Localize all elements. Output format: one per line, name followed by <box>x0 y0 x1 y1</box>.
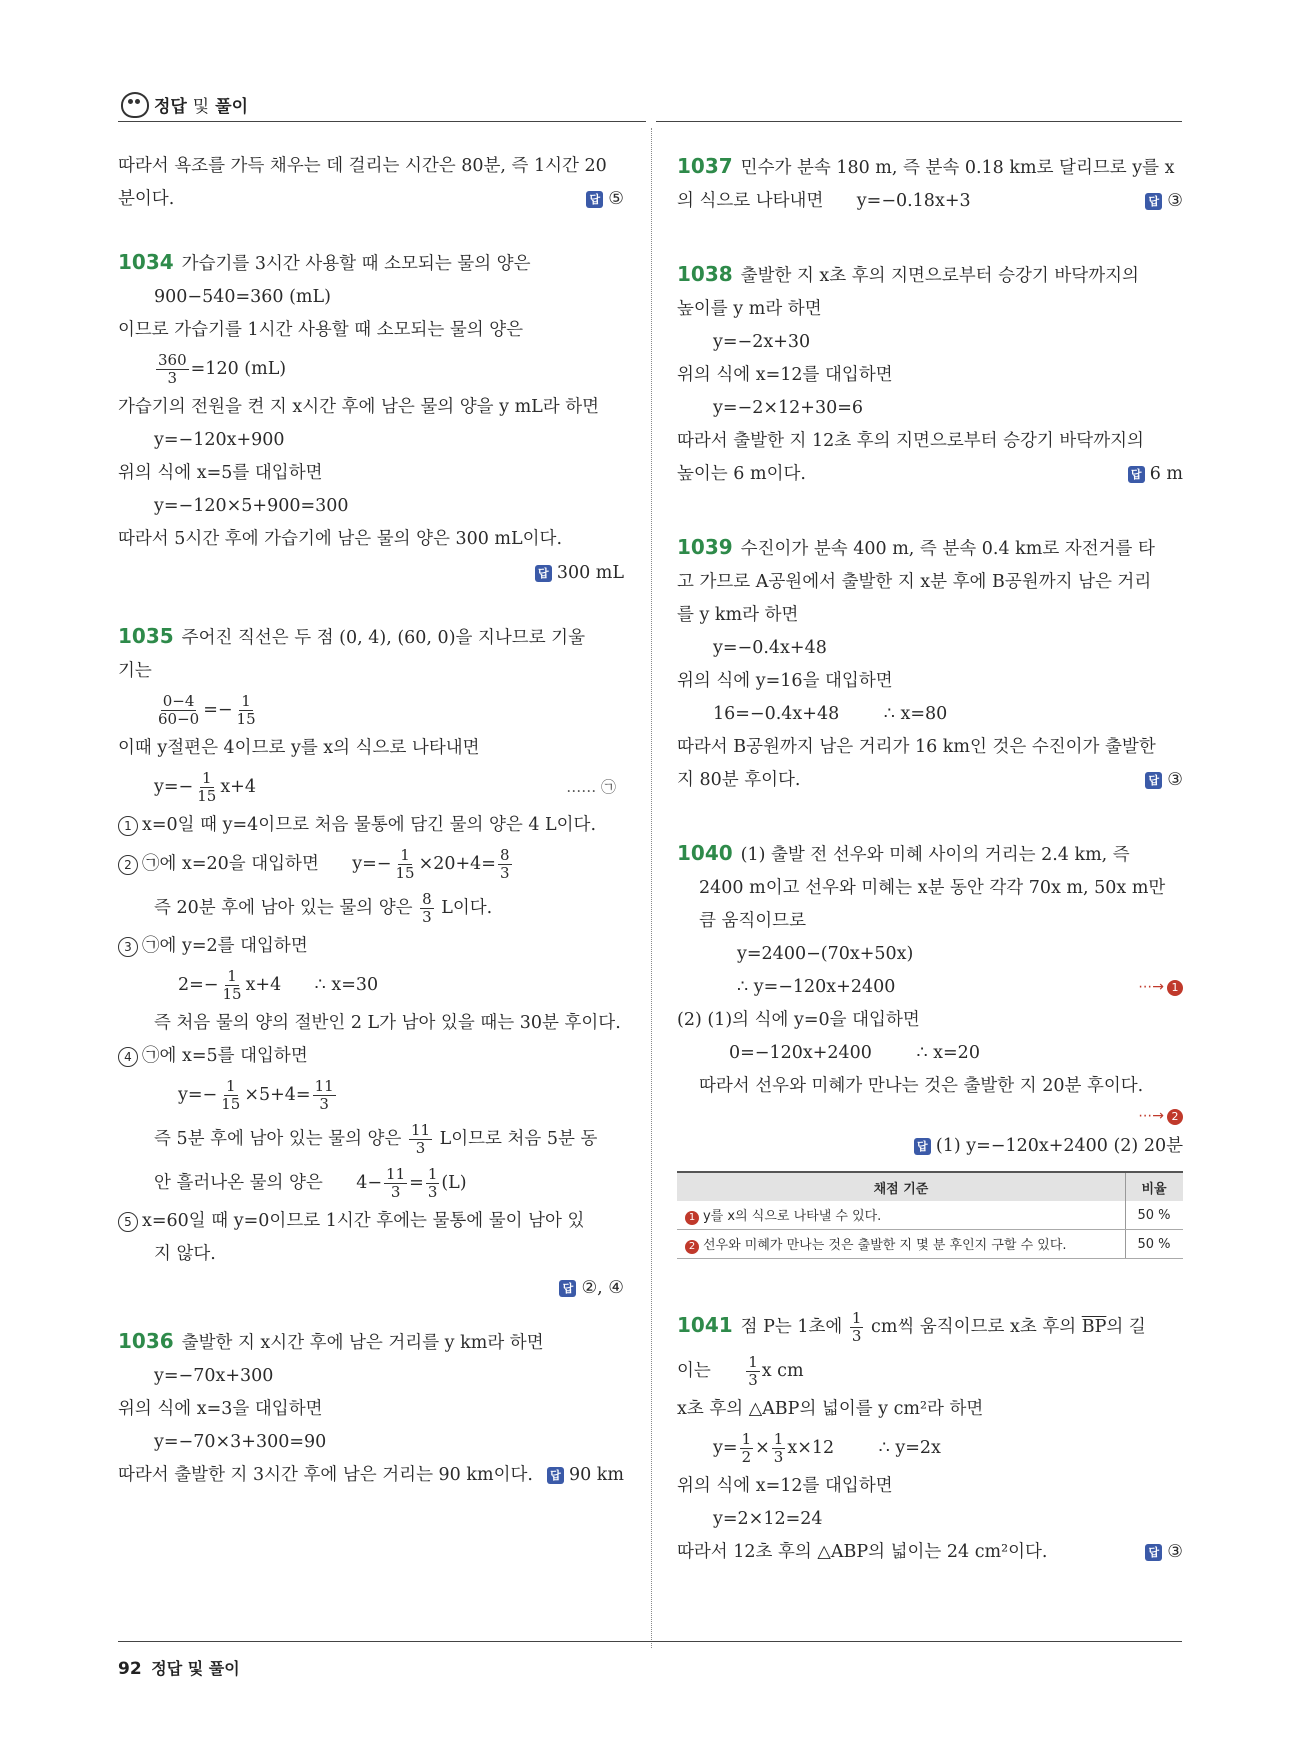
option-2: 2 ㉠에 x=20을 대입하면 y=− $\frac{1}{15}$ ×20+4= $\frac{8}{3}$ <box>118 842 624 886</box>
text-line: y= $\frac{1}{2}$ × $\frac{1}{3}$ x×12 ∴ y=2x <box>713 1430 941 1466</box>
answer-icon: 답 <box>547 1467 564 1484</box>
text-line: y=−120×5+900=300 <box>154 496 349 516</box>
page-footer <box>118 1656 240 1679</box>
header-title: 정답 및 풀이 <box>154 96 248 117</box>
text-line: 안 흘러나온 물의 양은 4− $\frac{11}{3}$ = $\frac{1}{3}$ (L) <box>154 1165 467 1201</box>
text-line: 큼 움직이므로 <box>699 911 806 931</box>
text-line: y=−0.4x+48 <box>713 638 827 658</box>
page-number: 92 <box>118 1659 142 1679</box>
text-line: 위의 식에 y=16을 대입하면 <box>677 671 893 691</box>
option-3: 3 ㉠에 y=2를 대입하면 <box>118 930 624 963</box>
text-line: 가습기의 전원을 켠 지 x시간 후에 남은 물의 양을 y mL라 하면 <box>118 397 600 417</box>
text-line: 2400 m이고 선우와 미혜는 x분 동안 각각 70x m, 50x m만 <box>699 878 1166 898</box>
solution-1036: 1036 출발한 지 x시간 후에 남은 거리를 y km라 하면 y=−70x+300 위의 식에 x=3을 대입하면 y=−70×3+300=90 따라서 출발한 지 3시간 후에 남은 거리는 90 km이다. 답 90 km <box>118 1325 624 1492</box>
problem-number: 1041 <box>677 1313 733 1337</box>
text-line: 16=−0.4x+48 ∴ x=80 <box>713 704 948 724</box>
footer-label: 정답 및 풀이 <box>151 1659 240 1678</box>
text-line: 따라서 선우와 미혜가 만나는 것은 출발한 지 20분 후이다. <box>699 1076 1144 1096</box>
text-line: 따라서 5시간 후에 가습기에 남은 물의 양은 300 mL이다. <box>118 529 563 549</box>
answer-badge: 답 ⑤ <box>586 183 624 216</box>
answer-badge: 답 ③ <box>1145 1536 1183 1569</box>
solution-1039: 1039 수진이가 분속 400 m, 즉 분속 0.4 km로 자전거를 타 고 가므로 A공원에서 출발한 지 x분 후에 B공원까지 남은 거리 를 y km라 하면 y=−0.4x+48 위의 식에 y=16을 대입하면 16=−0.4x+48 ∴ x=80 따라서 B공원까지 남은 거리가 16 km인 것은 수진이가 출발한 지 80분 후이다. 답 ③ <box>677 531 1183 797</box>
text-line: 분이다. 답 ⑤ <box>118 183 624 216</box>
problem-number: 1034 <box>118 250 174 274</box>
equation-1: y=− $\frac{1}{15}$ x+4 …… ㉠ <box>154 769 616 805</box>
bottom-rule <box>118 1641 1182 1642</box>
text-line: 2=− $\frac{1}{15}$ x+4 ∴ x=30 <box>178 967 379 1003</box>
problem-number: 1040 <box>677 841 733 865</box>
answer-badge: 답 6 m <box>1128 458 1183 491</box>
solution-1040: 1040 (1) 출발 전 선우와 미혜 사이의 거리는 2.4 km, 즉 2400 m이고 선우와 미혜는 x분 동안 각각 70x m, 50x m만 큼 움직이므로 y=2400−(70x+50x) ∴ y=−120x+2400 ⋯→ 1 (2) (1)의 식에 y=0을 대입하면 0=−120x+2400 ∴ x=20 따라서 선우와 미혜가 만나는 것은 출발한 지 20분 후이다. ⋯→ 2 답 (1) y=−120x+2400 (2) 20분 채점 기준 비율 1 y를 x의 식으로 나타낼 수 있다. 50 % 2 선우와 미혜가 만나는 것은 출발한 지 몇 분 후인지 구할 수 있다. 50 % <box>677 837 1183 1259</box>
top-rule-right <box>656 121 1182 122</box>
text-line: y=−70×3+300=90 <box>154 1432 327 1452</box>
text-line: 이때 y절편은 4이므로 y를 x의 식으로 나타내면 <box>118 738 480 758</box>
text-line: (2) (1)의 식에 y=0을 대입하면 <box>677 1010 920 1030</box>
answer-icon: 답 <box>1145 193 1162 210</box>
answer-badge: 답 (1) y=−120x+2400 (2) 20분 <box>914 1130 1183 1163</box>
answer-icon: 답 <box>1128 466 1145 483</box>
text-line: 높이는 6 m이다. 답 6 m <box>677 458 1183 491</box>
mascot-icon <box>118 89 148 119</box>
text-line: 따라서 12초 후의 △ABP의 넓이는 24 cm²이다. 답 ③ <box>677 1536 1183 1569</box>
column-divider <box>651 128 652 1648</box>
option-4: 4 ㉠에 x=5를 대입하면 <box>118 1040 624 1073</box>
top-rule-left <box>118 121 646 122</box>
slope-equation: $\frac{0-4}{60-0}$ =− $\frac{1}{15}$ <box>158 692 256 728</box>
right-column <box>677 150 1183 1569</box>
text-line: 를 y km라 하면 <box>677 605 799 625</box>
answer-badge: 답 90 km <box>547 1459 624 1492</box>
text-line: y=−2×12+30=6 <box>713 398 864 418</box>
text-line: 따라서 욕조를 가득 채우는 데 걸리는 시간은 80분, 즉 1시간 20 <box>118 156 607 176</box>
text-line: 따라서 B공원까지 남은 거리가 16 km인 것은 수진이가 출발한 <box>677 737 1156 757</box>
answer-icon: 답 <box>1145 1544 1162 1561</box>
problem-number: 1039 <box>677 535 733 559</box>
text-line: 위의 식에 x=12를 대입하면 <box>677 365 893 385</box>
text-line: 지 않다. <box>154 1244 216 1264</box>
text-line: 이는 $\frac{1}{3}$ x cm <box>677 1353 804 1389</box>
answer-icon: 답 <box>586 191 603 208</box>
text-line: 즉 5분 후에 남아 있는 물의 양은 $\frac{11}{3}$ L이므로 처음 5분 동 <box>154 1121 598 1157</box>
answer-icon: 답 <box>535 565 552 582</box>
solution-1041: 1041 점 P는 1초에 $\frac{1}{3}$ cm씩 움직이므로 x초 후의 $\overline{BP}$의 길 이는 $\frac{1}{3}$ x cm x초 후의 △ABP의 넓이를 y cm²라 하면 y= $\frac{1}{2}$ × $\frac{1}{3}$ x×12 ∴ y=2x 위의 식에 x=12를 대입하면 y=2×12=24 따라서 12초 후의 △ABP의 넓이는 24 cm²이다. 답 ③ <box>677 1303 1183 1569</box>
solution-1034: 1034 가습기를 3시간 사용할 때 소모되는 물의 양은 900−540=360 (mL) 이므로 가습기를 1시간 사용할 때 소모되는 물의 양은 $\frac{360}{3}$ =120 (mL) 가습기의 전원을 켠 지 x시간 후에 남은 물의 양을 y mL라 하면 y=−120x+900 위의 식에 x=5를 대입하면 y=−120×5+900=300 따라서 5시간 후에 가습기에 남은 물의 양은 300 mL이다. 답 300 mL <box>118 246 624 590</box>
answer-icon: 답 <box>1145 772 1162 789</box>
table-row: 1 y를 x의 식으로 나타낼 수 있다. 50 % <box>677 1201 1183 1230</box>
answer-icon: 답 <box>559 1280 576 1297</box>
text-line: y=2×12=24 <box>713 1509 823 1529</box>
text-line <box>677 1103 1183 1129</box>
problem-number: 1036 <box>118 1329 174 1353</box>
table-row: 2 선우와 미혜가 만나는 것은 출발한 지 몇 분 후인지 구할 수 있다. 50 % <box>677 1230 1183 1259</box>
problem-number: 1038 <box>677 262 733 286</box>
text-line: 높이를 y m라 하면 <box>677 299 822 319</box>
solution-1037: 1037 민수가 분속 180 m, 즉 분속 0.18 km로 달리므로 y를 x 의 식으로 나타내면 y=−0.18x+3 답 ③ <box>677 150 1183 218</box>
text-line: 의 식으로 나타내면 y=−0.18x+3 답 ③ <box>677 185 1183 218</box>
text-line: y=2400−(70x+50x) <box>737 944 914 964</box>
text-line: $\frac{360}{3}$ =120 (mL) <box>158 351 287 387</box>
text-line: 즉 처음 물의 양의 절반인 2 L가 남아 있을 때는 30분 후이다. <box>154 1013 621 1033</box>
solution-1038: 1038 출발한 지 x초 후의 지면으로부터 승강기 바닥까지의 높이를 y m라 하면 y=−2x+30 위의 식에 x=12를 대입하면 y=−2×12+30=6 따라서 출발한 지 12초 후의 지면으로부터 승강기 바닥까지의 높이는 6 m이다. 답 6 m <box>677 258 1183 491</box>
answer-icon: 답 <box>914 1138 931 1155</box>
text-line: 0=−120x+2400 ∴ x=20 <box>729 1043 980 1063</box>
text-line: y=−70x+300 <box>154 1366 274 1386</box>
answer-badge: 답 300 mL <box>535 557 624 590</box>
answer-badge: 답 ②, ④ <box>559 1272 624 1305</box>
solution-1033-tail <box>118 150 624 216</box>
step-marker: ⋯→ 2 <box>1138 1103 1183 1129</box>
option-5: 5 x=60일 때 y=0이므로 1시간 후에는 물통에 물이 남아 있 <box>118 1205 624 1238</box>
text-line: 이므로 가습기를 1시간 사용할 때 소모되는 물의 양은 <box>118 320 524 340</box>
rubric-header-ratio: 비율 <box>1126 1172 1184 1201</box>
text-line: 기는 <box>118 661 152 681</box>
left-column <box>118 150 624 1492</box>
grading-rubric-table <box>677 1171 1183 1259</box>
text-line: 위의 식에 x=3을 대입하면 <box>118 1399 323 1419</box>
text-line: 900−540=360 (mL) <box>154 287 331 307</box>
step-marker: ⋯→ 1 <box>1138 971 1183 1004</box>
answer-badge: 답 ③ <box>1145 764 1183 797</box>
solution-1035: 1035 주어진 직선은 두 점 (0, 4), (60, 0)을 지나므로 기울 기는 $\frac{0-4}{60-0}$ =− $\frac{1}{15}$ 이때 y절편은 4이므로 y를 x의 식으로 나타내면 y=− $\frac{1}{15}$ x+4 …… ㉠ 1 x=0일 때 y=4이므로 처음 물통에 담긴 물의 양은 4 L이다. 2 ㉠에 x=20을 대입하면 y=− $\frac{1}{15}$ ×20+4= $\frac{8}{3}$ 즉 20분 후에 남아 있는 물의 양은 $\frac{8}{3}$ L이다. 3 ㉠에 y=2를 대입하면 2=− $\frac{1}{15}$ x+4 ∴ x=30 즉 처음 물의 양의 절반인 2 L가 남아 있을 때는 30분 후이다. 4 ㉠에 x=5를 대입하면 y=− $\frac{1}{15}$ ×5+4= $\frac{11}{3}$ 즉 5분 후에 남아 있는 물의 양은 $\frac{11}{3}$ L이므로 처음 5분 동 안 흘러나온 물의 양은 4− $\frac{11}{3}$ = $\frac{1}{3}$ (L) 5 x=60일 때 y=0이므로 1시간 후에는 물통에 물이 남아 있 지 않다. 답 ②, ④ <box>118 620 624 1305</box>
text-line: y=−120x+900 <box>154 430 285 450</box>
text-line: 따라서 출발한 지 3시간 후에 남은 거리는 90 km이다. 답 90 km <box>118 1459 624 1492</box>
text-line: 고 가므로 A공원에서 출발한 지 x분 후에 B공원까지 남은 거리 <box>677 572 1152 592</box>
answer-badge: 답 ③ <box>1145 185 1183 218</box>
text-line: x초 후의 △ABP의 넓이를 y cm²라 하면 <box>677 1399 984 1419</box>
text-line: 따라서 출발한 지 12초 후의 지면으로부터 승강기 바닥까지의 <box>677 431 1144 451</box>
option-1: 1 x=0일 때 y=4이므로 처음 물통에 담긴 물의 양은 4 L이다. <box>118 809 624 842</box>
problem-number: 1037 <box>677 154 733 178</box>
text-line: ∴ y=−120x+2400 ⋯→ 1 <box>677 971 1183 1004</box>
problem-number: 1035 <box>118 624 174 648</box>
text-line: 즉 20분 후에 남아 있는 물의 양은 $\frac{8}{3}$ L이다. <box>154 890 493 926</box>
text-line: y=−2x+30 <box>713 332 811 352</box>
text-line: y=− $\frac{1}{15}$ ×5+4= $\frac{11}{3}$ <box>178 1077 334 1113</box>
text-line: 위의 식에 x=5를 대입하면 <box>118 463 323 483</box>
text-line: 지 80분 후이다. 답 ③ <box>677 764 1183 797</box>
rubric-header-criteria: 채점 기준 <box>677 1172 1126 1201</box>
text-line: 위의 식에 x=12를 대입하면 <box>677 1476 893 1496</box>
page-header <box>118 88 248 120</box>
